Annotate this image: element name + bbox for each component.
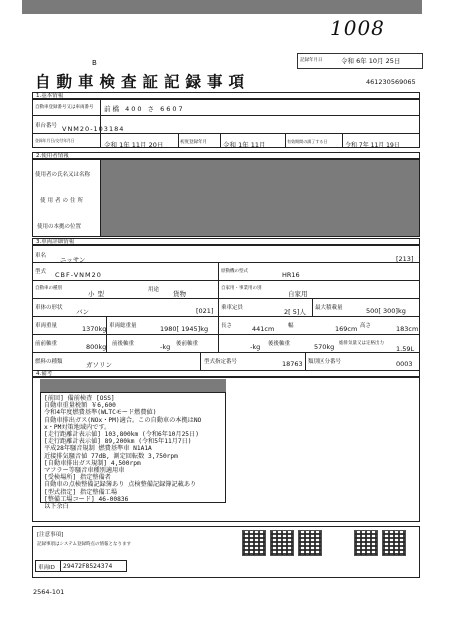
gross-weight-value: 1980[ 1945]kg xyxy=(160,325,209,333)
col-divider xyxy=(218,280,219,298)
height-value: 183cm xyxy=(396,325,419,333)
col-divider xyxy=(60,560,61,572)
vehicle-kind-value: 小型 xyxy=(88,290,107,298)
col-divider xyxy=(220,133,221,148)
qr-code-icon xyxy=(382,530,406,556)
redacted-notes xyxy=(40,379,226,393)
chassis-label: 車台番号 xyxy=(35,123,58,129)
use-label: 用途 xyxy=(148,287,160,293)
category-value: 0003 xyxy=(396,360,413,368)
body-shape-code: [021] xyxy=(196,307,214,315)
row-divider xyxy=(32,316,420,317)
row-divider xyxy=(32,280,420,281)
business-use-label: 自家用・事業用の別 xyxy=(221,286,262,291)
section-vehicle-heading: 3.車両詳細情報 xyxy=(32,238,420,245)
col-divider xyxy=(178,133,179,148)
body-shape-value: バン xyxy=(76,308,89,316)
front-rear-axle-value: -kg xyxy=(160,343,171,351)
max-load-label: 最大積載量 xyxy=(315,305,343,311)
height-label: 高さ xyxy=(360,323,372,329)
rear-front-axle-label: 後前軸重 xyxy=(176,341,199,347)
section-basic-heading: 1.基本情報 xyxy=(32,92,420,99)
redacted-user-info xyxy=(101,160,419,236)
length-value: 441cm xyxy=(252,325,275,333)
body-shape-label: 車体の形状 xyxy=(35,305,63,311)
front-front-axle-value: 800kg xyxy=(86,343,107,351)
col-divider xyxy=(342,133,343,148)
first-year-label: 初度登録年月 xyxy=(180,140,207,145)
width-label: 幅 xyxy=(288,323,294,329)
handwritten-number: 1008 xyxy=(330,16,385,40)
rear-front-axle-value: -kg xyxy=(250,343,261,351)
base-location-label: 使用の本拠の位置 xyxy=(37,224,82,230)
use-value: 貨物 xyxy=(173,290,186,298)
capacity-value: 2[ 5]人 xyxy=(284,308,306,316)
section-user-heading: 2.使用者情報 xyxy=(32,152,420,159)
front-rear-axle-label: 前後軸重 xyxy=(112,341,135,347)
vehicle-id-label: 車両ID xyxy=(38,565,55,571)
record-date-label: 記録年月日 xyxy=(300,58,323,63)
rear-rear-axle-label: 後後軸重 xyxy=(268,341,291,347)
model-label: 型式 xyxy=(35,269,47,275)
chassis-value: VNM20-103184 xyxy=(62,125,125,133)
business-use-value: 自家用 xyxy=(288,290,308,298)
designation-value: 18763 xyxy=(282,360,303,368)
max-load-value: 500[ 300]kg xyxy=(366,307,406,315)
displacement-value: 1.59L xyxy=(396,345,415,353)
col-divider xyxy=(100,99,101,148)
form-code: B xyxy=(92,59,97,67)
section-notes-heading: 4.備考 xyxy=(32,370,420,377)
record-date-value: 令和 6年 10月 25日 xyxy=(341,57,401,65)
document-title: 自動車検査証記録事項 xyxy=(35,72,251,91)
col-divider xyxy=(218,262,219,280)
vehicle-weight-value: 1370kg xyxy=(82,325,107,333)
designation-label: 型式指定番号 xyxy=(204,359,238,365)
make-label: 車名 xyxy=(35,253,47,259)
gross-weight-label: 車両総重量 xyxy=(109,323,137,329)
engine-label: 原動機の型式 xyxy=(221,269,248,274)
col-divider xyxy=(218,298,219,316)
document-number: 461230569065 xyxy=(366,78,416,86)
first-reg-label: 登録年月日/交付年月日 xyxy=(35,139,75,144)
row-divider xyxy=(32,352,420,353)
length-label: 長さ xyxy=(221,323,233,329)
col-divider xyxy=(200,352,201,371)
row-divider xyxy=(32,298,420,299)
col-divider xyxy=(285,133,286,148)
redaction-bar-top xyxy=(22,0,422,14)
make-code: [213] xyxy=(396,255,414,263)
notice-text: 記録事項はシステム登録時点の情報となります xyxy=(37,542,132,547)
col-divider xyxy=(218,316,219,352)
row-divider xyxy=(32,133,420,134)
footer-code: 2564-101 xyxy=(33,588,65,596)
qr-code-icon xyxy=(270,530,294,556)
front-front-axle-label: 前前軸重 xyxy=(35,341,58,347)
reg-number-label: 自動車登録番号又は車両番号 xyxy=(35,105,94,110)
qr-code-icon xyxy=(298,530,322,556)
vehicle-weight-label: 車両重量 xyxy=(35,323,58,329)
vehicle-id-value: 29472F8524374 xyxy=(63,563,113,570)
engine-value: HR16 xyxy=(282,271,300,279)
user-address-label: 使用者の住所 xyxy=(40,198,86,204)
vehicle-kind-label: 自動車の種別 xyxy=(35,286,62,291)
expiry-label: 有効期間の満了する日 xyxy=(287,140,328,145)
user-name-label: 使用者の氏名又は名称 xyxy=(35,172,91,178)
record-date-box xyxy=(297,53,423,69)
qr-code-icon xyxy=(354,530,378,556)
notice-heading: [注意事項] xyxy=(37,532,64,538)
fuel-value: ガソリン xyxy=(86,361,112,369)
row-divider xyxy=(32,262,420,263)
qr-code-icon xyxy=(242,530,266,556)
row-divider xyxy=(32,115,420,116)
first-reg-value: 令和 1年 11月 20日 xyxy=(104,141,164,149)
first-year-value: 令和 1年 11月 xyxy=(223,141,266,149)
notes-text: [前回] 備前検査 [OSS] 自動車重量税額 ￥6,600 令和4年度燃費基準(WLTCモード燃費値) 自動車排出ガス(NOx・PM)適合。この自動車の本拠はNO x・PM対策地域内です。 [走行距離計表示値] 103,800km (令和6年10月25日) [走行距離計表示値] 89,200km (令和5年11月7日) 平成28年騒音規制 燃費基準車 N1A1A 近接排気騒音値 77dB, 測定回転数 3,750rpm [自動車排出ガス規制] 4,500rpm マフラー等騒音車種別適用車 [受検場所] 指定整備者 自動車の点検整備記録簿あり 点検整備記録簿記載あり [型式指定] 指定整備工場 [整備工場コード] 46-00836 以下余白 xyxy=(44,395,202,511)
expiry-value: 令和 7年 11月 19日 xyxy=(345,142,400,149)
rear-rear-axle-value: 570kg xyxy=(314,343,335,351)
category-label: 類別区分番号 xyxy=(308,359,342,365)
capacity-label: 乗車定員 xyxy=(221,305,244,311)
make-value: ニッサン xyxy=(60,256,86,264)
col-divider xyxy=(305,352,306,371)
fuel-label: 燃料の種類 xyxy=(35,359,63,365)
model-value: CBF-VNM20 xyxy=(55,271,102,279)
width-value: 169cm xyxy=(335,325,358,333)
col-divider xyxy=(312,298,313,316)
row-divider xyxy=(32,334,420,335)
reg-number-value: 前橋 400 さ 6607 xyxy=(104,105,185,113)
displacement-label: 総排気量又は定格出力 xyxy=(339,341,384,346)
